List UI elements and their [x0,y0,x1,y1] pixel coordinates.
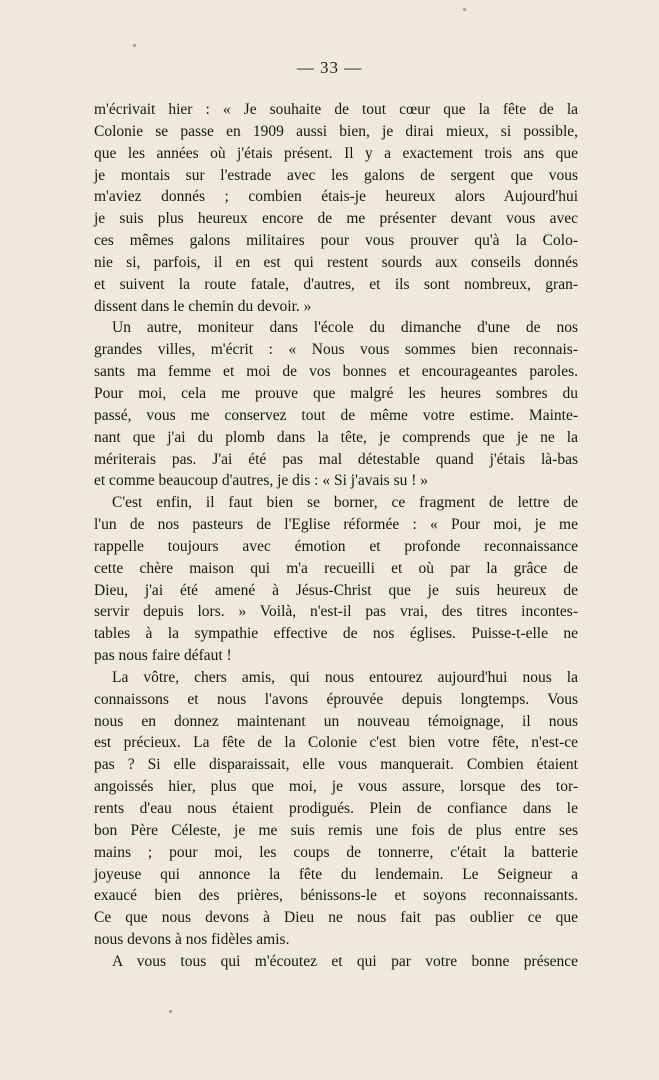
text-line: Colonie se passe en 1909 aussi bien, je dirai mieux, si possible, [94,122,578,140]
text-line: m'aviez donnés ; combien étais-je heureux alors Aujourd'hui [94,188,578,206]
text-line: l'un de nos pasteurs de l'Eglise réformée : « Pour moi, je me [94,516,578,534]
text-line: La vôtre, chers amis, qui nous entourez aujourd'hui nous la [112,668,578,686]
text-line: nie si, parfois, il en est qui restent sourds aux conseils donnés [94,253,578,271]
text-line: cette chère maison qui m'a recueilli et où par la grâce de [94,559,578,577]
body-text [94,99,578,973]
text-line: rents d'eau nous étaient prodigués. Plein de confiance dans le [94,800,578,817]
paper-speck [169,1010,172,1013]
text-line: et comme beaucoup d'autres, je dis : « Si j'avais su ! » [94,472,429,490]
text-line: et suivent la route fatale, d'autres, et ils sont nombreux, gran- [94,275,578,293]
text-line: pas nous faire défaut ! [94,647,232,665]
text-line: Pour moi, cela me prouve que malgré les heures sombres du [94,384,578,402]
text-line: mériterais pas. J'ai été pas mal détestable quand j'étais là-bas [94,450,578,468]
text-line: servir depuis lors. » Voilà, n'est-il pas vrai, des titres incontes- [94,603,578,621]
text-line: tables à la sympathie effective de nos églises. Puisse-t-elle ne [94,625,578,643]
text-line: C'est enfin, il faut bien se borner, ce fragment de lettre de [112,494,578,512]
paper-speck [463,8,466,11]
text-line: dissent dans le chemin du devoir. » [94,297,312,315]
text-line: je montais sur l'estrade avec les galons de sergent que vous [94,166,578,184]
text-line: nous devons à nos fidèles amis. [94,931,290,949]
text-line: pas ? Si elle disparaissait, elle vous manquerait. Combien étaient [94,756,578,774]
text-line: exaucé bien des prières, bénissons-le et soyons reconnaissants. [94,887,578,905]
text-line: Dieu, j'ai été amené à Jésus-Christ que je suis heureux de [94,581,578,599]
text-line: mains ; pour moi, les coups de tonnerre, c'était la batterie [94,843,578,861]
text-line: je suis plus heureux encore de me présenter devant vous avec [94,210,578,228]
text-line: ces mêmes galons militaires pour vous prouver qu'à la Colo- [94,232,578,250]
text-line: passé, vous me conservez tout de même votre estime. Mainte- [94,406,578,424]
text-line: bon Père Céleste, je me suis remis une fois de plus entre ses [94,821,578,839]
text-line: connaissons et nous l'avons éprouvée depuis longtemps. Vous [94,690,578,708]
text-line: nant que j'ai du plomb dans la tête, je comprends que je ne la [94,428,578,446]
text-line: grandes villes, m'écrit : « Nous vous sommes bien reconnais- [94,341,578,359]
text-line: m'écrivait hier : « Je souhaite de tout cœur que la fête de la [94,101,578,118]
text-line: que les années où j'étais présent. Il y a exactement trois ans que [94,144,578,162]
text-line: joyeuse qui annonce la fête du lendemain. Le Seigneur a [94,865,578,883]
text-line: est précieux. La fête de la Colonie c'est bien votre fête, n'est-ce [94,734,578,752]
text-line: A vous tous qui m'écoutez et qui par votre bonne présence [112,952,578,970]
text-line: sants ma femme et moi de vos bonnes et encourageantes paroles. [94,363,578,381]
text-line: nous en donnez maintenant un nouveau témoignage, il nous [94,712,578,730]
page-number: — 33 — [296,58,363,77]
text-line: rappelle toujours avec émotion et profonde reconnaissance [94,537,578,555]
text-line: Un autre, moniteur dans l'école du dimanche d'une de nos [112,319,578,337]
text-line: Ce que nous devons à Dieu ne nous fait pas oublier ce que [94,909,578,927]
paper-speck [133,44,136,47]
text-line: angoissés hier, plus que moi, je vous assure, lorsque des tor- [94,778,578,796]
